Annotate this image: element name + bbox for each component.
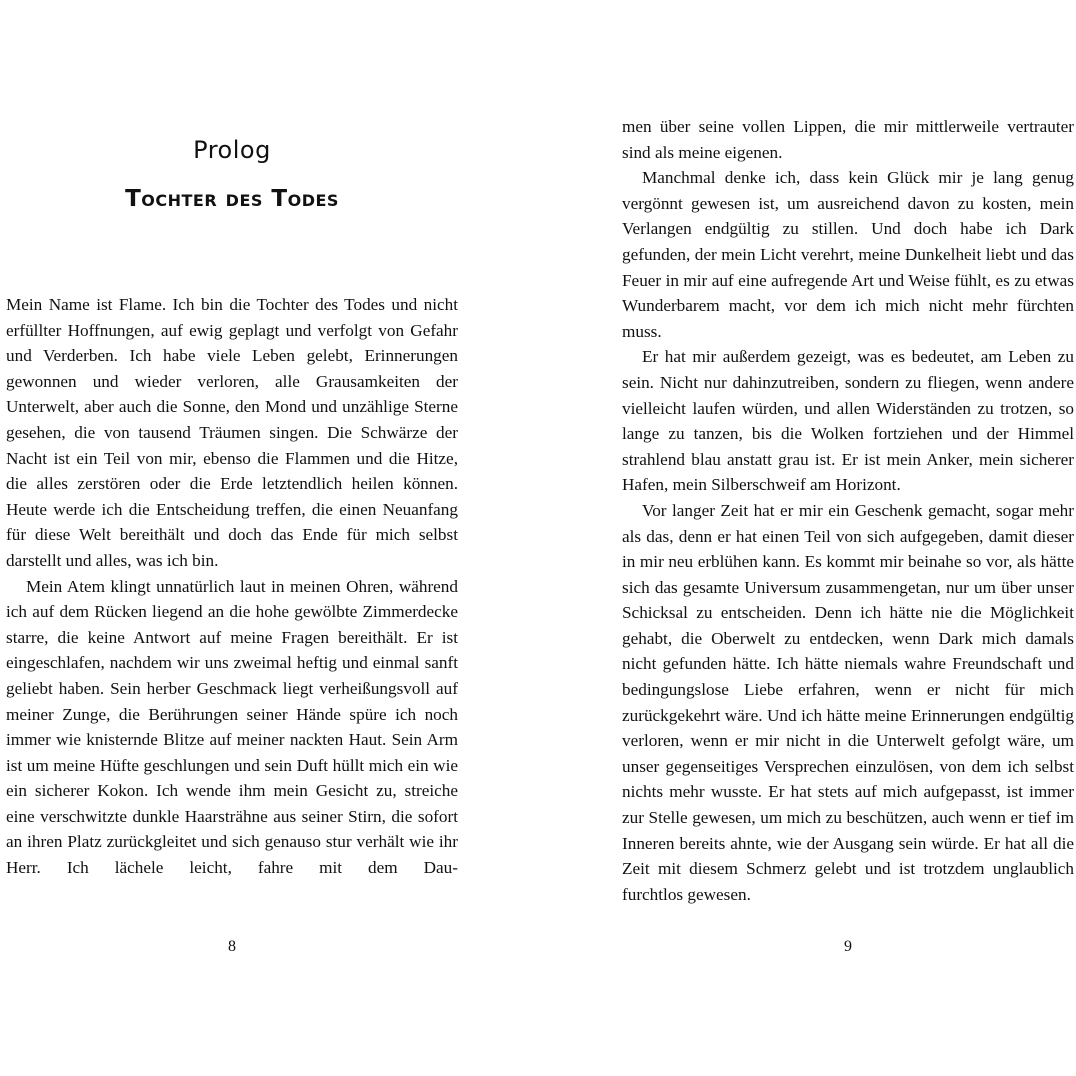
left-page: [6, 0, 458, 1076]
paragraph: Mein Atem klingt unnatürlich laut in meinen Ohren, während ich auf dem Rücken liegend an die hohe gewölbte Zimmerdecke starre, die keine Antwort auf meine Fragen bereithält. Er ist eingeschlafen, nachdem wir uns zweimal heftig und einmal sanft geliebt haben. Sein herber Geschmack liegt verheißungsvoll auf meiner Zunge, die Berührungen seiner Hände spüre ich noch immer wie knisternde Blitze auf meiner nackten Haut. Sein Arm ist um meine Hüfte geschlungen und sein Duft hüllt mich ein wie ein sicherer Kokon. Ich wende ihm mein Gesicht zu, streiche eine verschwitzte dunkle Haarsträhne aus seiner Stirn, die sofort an ihren Platz zurückgleitet und sich genauso stur verhält wie ihr Herr. Ich lächele leicht, fahre mit dem Dau-: [6, 576, 458, 878]
page-number: 8: [228, 938, 236, 955]
chapter-label: Prolog: [193, 136, 271, 164]
paragraph: Mein Name ist Flame. Ich bin die Tochter des Todes und nicht erfüllter Hoffnungen, auf ewig geplagt und verfolgt von Gefahr und Verderben. Ich habe viele Leben gelebt, Erinnerungen gewonnen und wieder verloren, alle Grausamkeiten der Unterwelt, aber auch die Sonne, den Mond und unzählige Sterne gesehen, die von tausend Träumen singen. Die Schwärze der Nacht ist ein Teil von mir, ebenso die Flammen und die Hitze, die alles zerstören oder die Erde letztendlich heilen können. Heute werde ich die Entscheidung treffen, die einen Neuanfang für diese Welt bereithält und doch das Ende für mich selbst darstellt und alles, was ich bin.: [6, 295, 458, 570]
right-body-text: [622, 114, 1074, 907]
paragraph: Manchmal denke ich, dass kein Glück mir je lang genug vergönnt gewesen ist, um ausreichend davon zu kosten, mein Verlangen endgültig zu stillen. Und doch habe ich Dark gefunden, der mein Licht verehrt, meine Dunkelheit liebt und das Feuer in mir auf eine aufregende Art und Weise fühlt, es zu etwas Wunderbarem macht, vor dem ich mich nicht mehr fürchten muss.: [622, 168, 1074, 341]
paragraph: Er hat mir außerdem gezeigt, was es bedeutet, am Leben zu sein. Nicht nur dahinzutreiben, sondern zu fliegen, wenn andere vielleicht laufen würden, und allen Widerständen zu trotzen, so lange zu tanzen, bis die Wolken fortziehen und der Himmel strahlend blau anstatt grau ist. Er ist mein Anker, mein sicherer Hafen, mein Silberschweif am Horizont.: [622, 347, 1074, 495]
paragraph: Vor langer Zeit hat er mir ein Geschenk gemacht, sogar mehr als das, denn er hat einen Teil von sich aufgegeben, damit dieser in mir neu erblühen kann. Es kommt mir beinahe so vor, als hätte sich das gesamte Universum zusammengetan, nur um über unser Schicksal zu entscheiden. Denn ich hätte nie die Möglichkeit gehabt, die Oberwelt zu entdecken, wenn Dark mich damals nicht gefunden hätte. Ich hätte niemals wahre Freundschaft und bedingungslose Liebe erfahren, wenn er nicht für mich zurückgekehrt wäre. Und ich hätte meine Erinnerungen endgültig verloren, wenn er mir nicht in die Unterwelt gefolgt wäre, um unser gegenseitiges Versprechen einzulösen, von dem ich selbst nichts mehr wusste. Er hat stets auf mich aufgepasst, ist immer zur Stelle gewesen, um mich zu beschützen, auch wenn er tief im Inneren bereits ahnte, wie der Ausgang sein würde. Er hat all die Zeit mit diesem Schmerz gelebt und ist trotzdem unglaublich furchtlos gewesen.: [622, 500, 1074, 904]
paragraph: men über seine vollen Lippen, die mir mittlerweile vertrauter sind als meine eigenen.: [622, 117, 1074, 162]
right-page: [622, 0, 1074, 1076]
page-number: 9: [844, 938, 852, 955]
chapter-title: Tochter des Todes: [125, 186, 339, 212]
left-body-text: [6, 292, 458, 881]
